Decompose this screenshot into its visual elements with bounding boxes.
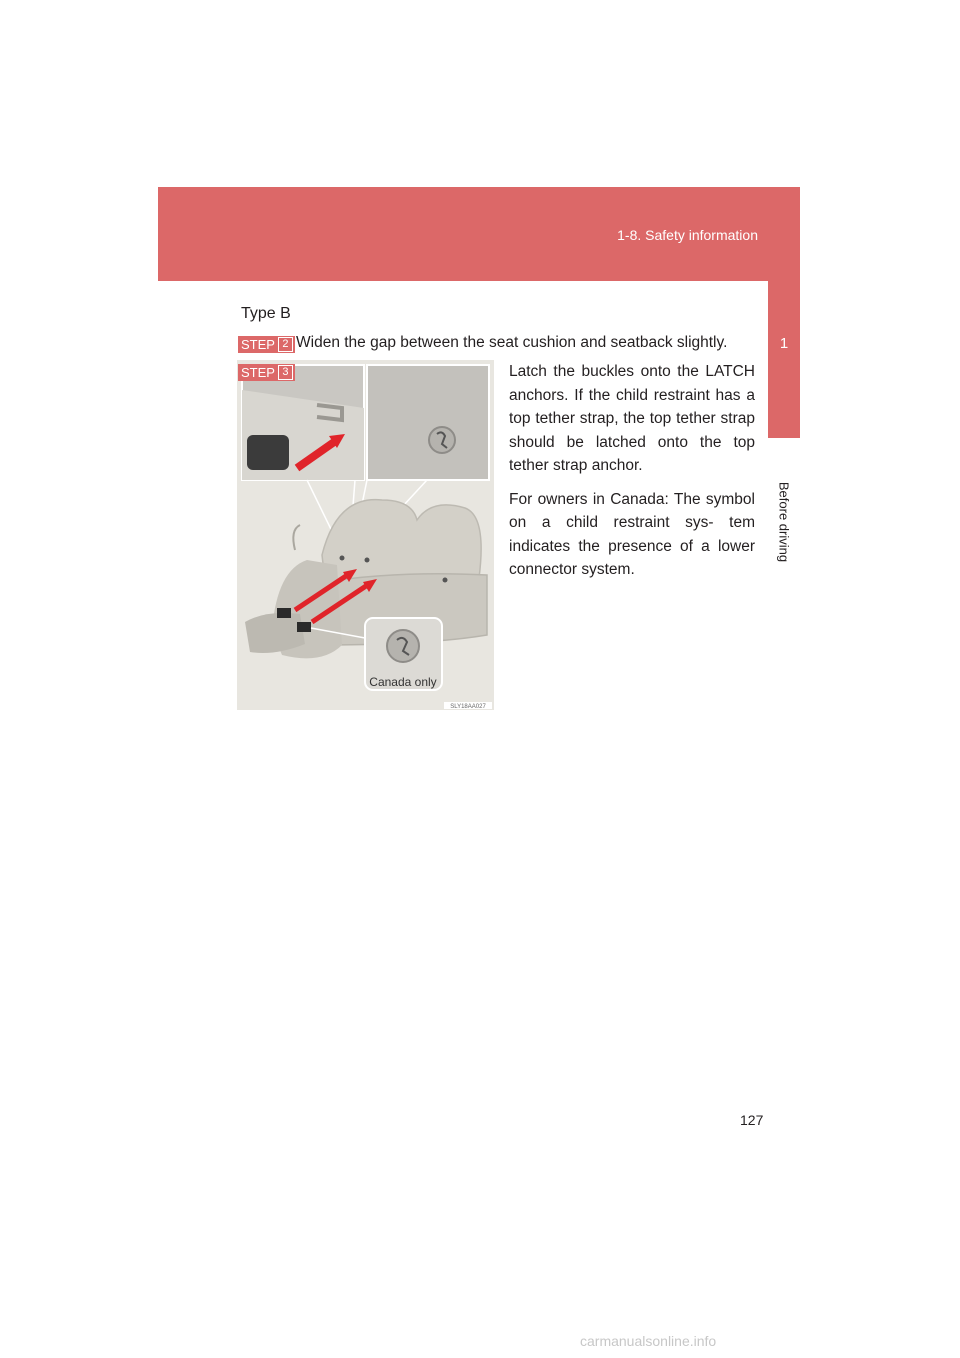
page-number: 127 <box>740 1112 764 1128</box>
latch-anchor-figure <box>237 360 494 710</box>
step-3-badge-number: 3 <box>278 365 293 380</box>
step-3-badge <box>238 364 295 381</box>
footer-watermark: carmanualsonline.info <box>580 1333 717 1349</box>
step-3-paragraph-2: For owners in Canada: The symbol on a child restraint sys- tem indicates the presence of a lower connector system. <box>509 490 755 578</box>
step-3-paragraph-1: Latch the buckles onto the LATCH anchors. If the child restraint has a top tether strap, the top tether strap should be latched onto the top tether strap anchor. <box>509 363 755 474</box>
step-2-badge-number: 2 <box>278 337 293 352</box>
figure-code: SLY18AA027 <box>450 704 486 710</box>
step-3-badge-label: STEP <box>241 365 275 380</box>
step-3-description <box>509 360 755 592</box>
step-2-text: Widen the gap between the seat cushion and seatback slightly. <box>296 334 728 351</box>
step-2-badge-label: STEP <box>241 337 275 352</box>
canada-only-label: Canada only <box>369 675 437 689</box>
chapter-number: 1 <box>779 335 789 352</box>
chapter-tab <box>768 281 800 438</box>
section-title: 1-8. Safety information <box>617 227 758 243</box>
header-band <box>158 187 800 281</box>
chapter-label: Before driving <box>776 481 792 563</box>
type-heading: Type B <box>241 305 291 322</box>
step-2-badge <box>238 336 295 353</box>
chapter-label-container <box>772 462 796 582</box>
rear-seat-illustration <box>237 360 494 710</box>
